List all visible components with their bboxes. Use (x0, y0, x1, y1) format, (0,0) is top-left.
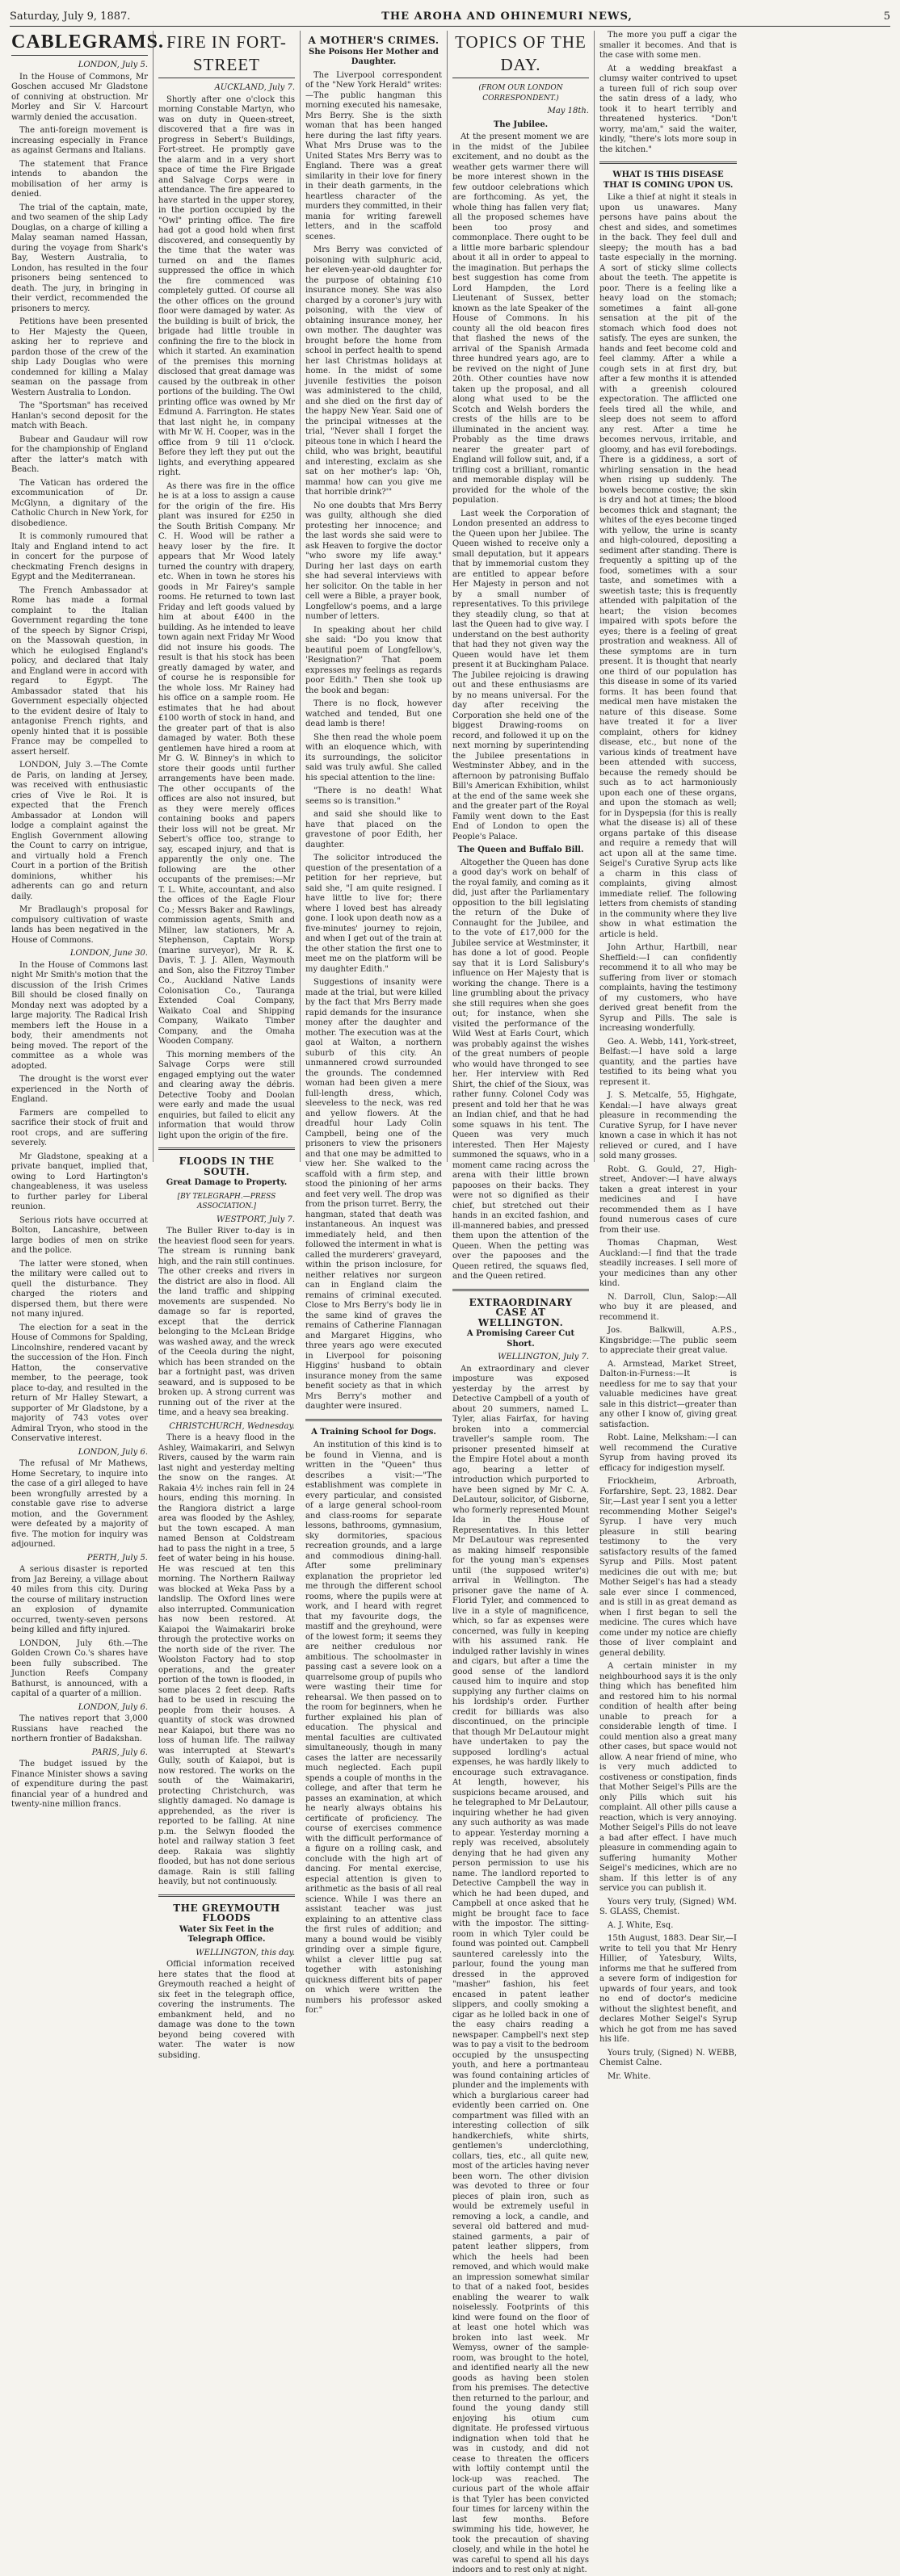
disease-paragraph: A. Armstead, Market Street, Dalton-in-Furness:—It is needless for me to say that your valuable medicines have great sale in this district—greater than any other I know of, giving great satisfaction. (599, 1359, 737, 1429)
mothers-crimes-paragraph: and said she should like to have that placed on the gravestone of poor Edith, her daughter. (305, 810, 442, 850)
cablegram-item: The natives report that 3,000 Russians have reached the northern frontier of Badakshan. (11, 1714, 148, 1743)
wellington-dateline: WELLINGTON, July 7. (498, 1353, 589, 1361)
disease-paragraph: A. J. White, Esq. (608, 1920, 674, 1930)
floods-source: [BY TELEGRAPH.—PRESS ASSOCIATION.] (177, 1192, 276, 1210)
disease-paragraph: Yours truly, (Signed) N. WEBB, Chemist Calne. (599, 2048, 737, 2067)
column-4 (448, 31, 595, 2574)
buffalo-heading: The Queen and Buffalo Bill. (457, 845, 584, 854)
cablegram-item: The latter were stoned, when the military were called out to quell the disturbance. They charged the rioters and dispersed them, but there were not many injured. (11, 1259, 148, 1319)
cablegram-dateline: PARIS, July 6. (91, 1747, 148, 1757)
chch-article (158, 1433, 295, 1888)
wellington-heading: EXTRAORDINARY CASE AT WELLINGTON. (469, 1296, 573, 1328)
mothers-crimes-heading: A MOTHER'S CRIMES. (308, 35, 439, 46)
wellington-paragraph: An extraordinary and clever imposture was exposed yesterday by the arrest by Detective Campbell of a youth of about 20 summers, named L. Tyler, alias Fairfax, for having broken into a commercial traveller's sample room. The prisoner presented himself at the Empire Hotel about a month ago, bearing a letter of introduction which purported to have been signed by Mr C. A. DeLautour, solicitor, of Gisborne, who formerly represented Mount Ida in the House of Representatives. In this letter Mr DeLautour was represented as making himself responsible for the young man's expenses until (the supposed writer's) arrival in Wellington. The prisoner gave the name of A. Florid Tyler, and commenced to live in a style of magnificence, which, so far as expenses were concerned, was fully in keeping with his assumed rank. He indulged rather lavishly in wines and cigars, but after a time the good sense of the landlord caused him to inquire and stop supplying any further claims on his lordship's order. Further credit for billiards was also discontinued, on the principle that though Mr DeLautour might have undertaken to pay the supposed lordling's actual expenses, he was hardly likely to encourage such extravagance. At length, however, his suspicions became aroused, and he telegraphed to Mr DeLautour, inquiring whether he had given any such authority as was made to appear. Yesterday morning a reply was received, absolutely denying that he had given any person permission to use his name. The landlord reported to Detective Campbell the way in which he had been duped, and Campbell at once asked that he might be brought face to face with the impostor. The sitting-room in which Tyler could be found was pointed out. Campbell sauntered carelessly into the parlour, found the young man dressed in the approved "masher" fashion, his feet encased in patent leather slippers, and coolly smoking a cigar as he lolled back in one of the easy chairs reading a newspaper. Campbell's next step was to pay a visit to the bedroom occupied by the unsuspecting youth, and here a portmanteau was found containing articles of plunder and the implements with which a burglarious career had evidently been carried on. One compartment was filled with an interesting collection of silk handkerchiefs, white shirts, gentlemen's underclothing, collars, ties, etc., all quite new, most of the articles having never been worn. The other division was devoted to three or four pieces of plain iron, such as would be extremely useful in removing a lock, a candle, and several old battered and mud-stained garments, a pair of patent leather slippers, from which the heels had been removed, and which would make an impression somewhat similar to that of a naked foot, besides enabling the wearer to walk noiselessly. Footprints of this kind were found on the floor of at least one hotel which was broken into last week. Mr Wemyss, owner of the sample-room, was brought to the hotel, and identified nearly all the new goods as having been stolen from his premises. The detective then returned to the parlour, and found the young dandy still enjoying his otium cum dignitate. He professed virtuous indignation when told that he was in custody, and did not cease to threaten the officers with loftily contempt until the lock-up was reached. The curious part of the whole affair is that Tyler has been convicted four times for larceny within the last few months. Before swimming his tide, however, he took the precaution of shaving closely, and while in the hotel he was careful to spend all his days indoors and to rest only at night. (452, 1364, 589, 2574)
disease-paragraph: N. Darroll, Clun, Salop:—All who buy it are pleased, and recommend it. (599, 1292, 737, 1322)
cablegram-item: The French Ambassador at Rome has made a formal complaint to the Italian Government regarding the tone of the speech by Signor Crispi, on the Massowah question, in which he eulogised England's policy, and declared that Italy and England were in accord with regard to Egypt. The Ambassador stated that his Government especially objected to the evident desire of Italy to antagonise French rights, and openly hinted that it is possible France may be compelled to assert herself. (11, 585, 148, 757)
filler-paragraph: At a wedding breakfast a clumsy waiter contrived to upset a tureen full of rich soup over the satin dress of a lady, who took it to heart terribly and threatened hysterics. "Don't worry, ma'am," said the waiter, kindly, "there's lots more soup in the kitchen." (599, 64, 737, 154)
mothers-crimes-paragraph: Mrs Berry was convicted of poisoning with sulphuric acid, her eleven-year-old daughter for the purpose of obtaining £10 insurance money. She was also charged by a coroner's jury with poisoning, with the view of obtaining insurance money, her own mother. The daughter was brought before the home from school in perfect health to spend her last Christmas holidays at home. In the midst of some juvenile festivities the poison was administered to the child, and she died on the first day of the happy New Year. Said one of the principal witnesses at the trial, "Never shall I forget the piteous tone in which I heard the child, who was bright, beautiful and interesting, exclaim as she sat on her mother's lap: 'Oh, mamma! how can you give me that horrible drink?'" (305, 245, 442, 497)
greymouth-dateline: WELLINGTON, this day. (196, 1948, 295, 1957)
disease-paragraph: Friockheim, Arbroath, Forfarshire, Sept. 23, 1882. Dear Sir,—Last year I sent you a letter recommending Mother Seigel's Syrup. I have very much pleasure in still bearing testimony to the very satisfactory results of the famed Syrup and Pills. Most patent medicines die out with me; but Mother Seigel's has had a steady sale ever since I commenced, and is still in as great demand as when I first began to sell the medicine. The cures which have come under my notice are chiefly those of liver complaint and general debility. (599, 1477, 737, 1658)
floods-paragraph: The Buller River to-day is in the heaviest flood seen for years. The stream is running bank high, and the rain still continues. The other creeks and rivers in the district are also in flood. All the land traffic and shipping movements are suspended. No damage so far is reported, except that the derrick belonging to the McLean Bridge was washed away, and the wreck of the Ceeola during the night, which has been stranded on the bar a fortnight past, was driven seaward, and is supposed to be broken up. A strong current was running out of the river at the time, and a heavy sea breaking. (158, 1227, 295, 1417)
mothers-crimes-paragraph: No one doubts that Mrs Berry was guilty, although she died protesting her innocence; and the last words she said were to ask Heaven to forgive the doctor "who swore my life away." During her last days on earth she had several interviews with her solicitor. On the table in her cell were a Bible, a prayer book, Longfellow's poems, and a large number of letters. (305, 501, 442, 621)
cablegram-item: The "Sportsman" has received Hanlan's second deposit for the match with Beach. (11, 401, 148, 430)
mothers-crimes-subheading: She Poisons Her Mother and Daughter. (309, 47, 439, 66)
jubilee-paragraph: Last week the Corporation of London presented an address to the Queen upon her Jubilee. The Queen wished to receive only a small deputation, but it appears that by immemorial custom they are entitled to appear before Her Majesty in person and not by a small number of representatives. To this privilege they steadily clung, so that at last the Queen had to give way. I understand on the best authority that had they not given way the Queen would have let them present it at Buckingham Palace. The Jubilee rejoicing is drawing out and these enthusiasms are by no means universal. For the day after receiving the Corporation she held one of the biggest Drawing-rooms on record, and followed it up on the next morning by superintending the Jubilee presentations in Westminster Abbey, and in the afternoon by patronising Buffalo Bill's American Exhibition, whilst at the end of the same week she and the greater part of the Royal Family went down to the East End of London to open the People's Palace. (452, 509, 589, 841)
mothers-crimes-paragraph: The Liverpool correspondent of the "New York Herald" writes:—The public hangman this morning executed his namesake, Mrs Berry. She is the sixth woman that has been hanged here during the last fifty years. What Mrs Druse was to the United States Mrs Berry was to England. There was a great similarity in their love for finery in their death garments, in the heartless character of the murders they committed, in their mania for writing farewell letters, and in the scaffold scenes. (305, 70, 442, 241)
topics-heading: TOPICS OF THE DAY. (452, 31, 589, 78)
fire-heading: FIRE IN FORT-STREET (158, 31, 295, 78)
disease-paragraph: Mr. White. (608, 2071, 651, 2081)
disease-paragraph: Like a thief at night it steals in upon us unawares. Many persons have pains about the chest and sides, and sometimes in the back. They feel dull and sleepy; the mouth has a bad taste especially in the morning. A sort of sticky slime collects about the teeth. The appetite is poor. There is a feeling like a heavy load on the stomach; sometimes a faint all-gone sensation at the pit of the stomach which food does not satisfy. The eyes are sunken, the hands and feet become cold and feel clammy. After a while a cough sets in at first dry, but after a few months it is attended with a greenish coloured expectoration. The afflicted one feels tired all the while, and sleep does not seem to afford any rest. After a time he becomes nervous, irritable, and gloomy, and has evil forebodings. There is a giddiness, a sort of whirling sensation in the head when rising up suddenly. The bowels become costive; the skin is dry and hot at times; the blood becomes thick and stagnant; the whites of the eyes become tinged with yellow, the urine is scanty and high-coloured, depositing a sediment after standing. There is frequently a spitting up of the food, sometimes with a sour taste, and sometimes with a sweetish taste; this is frequently attended with palpitation of the heart; the vision becomes impaired with spots before the eyes; there is a feeling of great prostration and weakness. All of these symptoms are in turn present. It is thought that nearly one third of our population has this disease in some of its varied forms. It has been found that medical men have mistaken the nature of this disease. Some have treated it for a liver complaint, others for kidney disease, etc., but none of the various kinds of treatment have been attended with success, because the remedy should be such as to act harmoniously upon each one of these organs, and upon the stomach as well; for in Dyspepsia (for this is really what the disease is) all of these organs partake of this disease and require a remedy that will act upon all at the same time. Seigel's Curative Syrup acts like a charm in this class of complaints, giving almost immediate relief. The following letters from chemists of standing in the community where they live show in what estimation the article is held. (599, 193, 737, 939)
cablegram-item: Mr Bradlaugh's proposal for compulsory cultivation of waste lands has been negatived in the House of Commons. (11, 905, 148, 945)
greymouth-paragraph: Official information received here states that the flood at Greymouth reached a height of six feet in the telegraph office, covering the instruments. The embankment held, and no damage was done to the town beyond being covered with water. The water is now subsiding. (158, 1960, 295, 2060)
jubilee-heading: The Jubilee. (493, 120, 549, 129)
cablegram-item: A serious disaster is reported from Jaz Bereiny, a village about 40 miles from this city. During the course of military instruction an explosion of dynamite occurred, twenty-seven persons being killed and fifty injured. (11, 1565, 148, 1634)
disease-paragraph: A certain minister in my neighbourhood says it is the only thing which has benefited him and restored him to his normal condition of health after being unable to preach for a considerable length of time. I could mention also a great many other cases, but space would not allow. A near friend of mine, who is very much addicted to costiveness or constipation, finds that Mother Seigel's Pills are the only Pills which suit his complaint. All other pills cause a reaction, which is very annoying. Mother Seigel's Pills do not leave a bad after effect. I have much pleasure in commending again to suffering humanity Mother Seigel's medicines, which are no sham. If this letter is of any service you can publish it. (599, 1662, 737, 1893)
floods-dateline: WESTPORT, July 7. (217, 1215, 295, 1224)
column-3 (301, 31, 448, 2015)
cablegrams-heading: CABLEGRAMS. (11, 31, 148, 56)
cablegram-item: LONDON, July 3.—The Comte de Paris, on landing at Jersey, was received with enthusiastic cries of Vive le Roi. It is expected that the French Ambassador at London will lodge a complaint against the English Government allowing the Count to carry on intrigue, and virtually hold a French Court in a portion of the British dominions, whither his adherents can go and return daily. (11, 761, 148, 901)
disease-paragraph: Thomas Chapman, West Auckland:—I find that the trade steadily increases. I sell more of your medicines than any other kind. (599, 1239, 737, 1288)
buffalo-paragraph: Altogether the Queen has done a good day's work on behalf of the royal family, and coming as it did, just after the Parliamentary opposition to the bill legislating the return of the Duke of Connaught for the Jubilee, and to the vote of £17,000 for the Jubilee service at Westminster, it has done a lot of good. People say that it is Lord Salisbury's influence on Her Majesty that is working the change. There is a line grumbling about the privacy she still requires when she goes out; for instance, when she visited the performance of the Wild West at Earls Court, which was probably against the wishes of the great numbers of people who would have thronged to see her. Her interview with Red Shirt, the chief of the Sioux, was rather funny. Colonel Cody was present and told her that he was an Indian chief, and that he had some squaws in his tent. The Queen was very much interested. Then Her Majesty summoned the squaws, who in a moment came racing across the arena with their little brown papooses on their backs. They were not so dignified as their chief, but stretched out their hands in an excited fashion, and ill-mannered babies, and pressed them upon the attention of the Queen. When the petting was over the papooses and the Queen retired, the squaws fled, and the Queen retired. (452, 858, 589, 1281)
fillers (599, 31, 737, 155)
divider (305, 1419, 442, 1421)
cablegram-item: The budget issued by the Finance Minister shows a saving of expenditure during the past financial year of a hundred and twenty-nine million francs. (11, 1760, 148, 1809)
cablegram-item: The election for a seat in the House of Commons for Spalding, Lincolnshire, rendered vacant by the succession of the Hon. Finch Hatton, the conservative member, to the peerage, took place to-day, and resulted in the return of Mr Halley Stewart, a supporter of Mr Gladstone, by a majority of 743 votes over Admiral Tryon, who stood in the Conservative interest. (11, 1323, 148, 1443)
disease-paragraph: John Arthur, Hartbill, near Sheffield:—I can confidently recommend it to all who may be suffering from liver or stomach complaints, having the testimony of my customers, who have derived great benefit from the Syrup and Pills. The sale is increasing wonderfully. (599, 943, 737, 1033)
mothers-crimes-paragraph: There is no flock, however watched and tended, But one dead lamb is there! (305, 699, 442, 728)
mothers-crimes-article (305, 71, 442, 1412)
buffalo-article (452, 858, 589, 1282)
cablegram-item: Mr Gladstone, speaking at a private banquet, implied that, owing to Lord Hartington's changeableness, it was useless to further parley for Liberal reunion. (11, 1152, 148, 1211)
cablegram-item: In the House of Commons last night Mr Smith's motion that the discussion of the Irish Crimes Bill should be closed finally on Monday next was adopted by a large majority. The Radical Irish members left the House in a body, their amendments not being moved. The report of the committee as a whole was adopted. (11, 960, 148, 1071)
jubilee-article (452, 132, 589, 842)
mothers-crimes-paragraph: In speaking about her child she said: "Do you know that beautiful poem of Longfellow's, 'Resignation?' That poem expresses my feelings as regards poor Edith." Then she took up the book and began: (305, 625, 442, 695)
columns (6, 31, 894, 2574)
cablegram-dateline: LONDON, July 6. (78, 1447, 148, 1457)
mothers-crimes-paragraph: "There is no death! What seems so is transition." (305, 787, 442, 806)
cablegram-dateline: LONDON, June 30. (69, 949, 148, 958)
filler-paragraph: The more you puff a cigar the smaller it becomes. And that is the case with some men. (599, 31, 737, 60)
cablegram-item: The anti-foreign movement is increasing especially in France as against Germans and Italians. (11, 126, 148, 155)
fire-dateline: AUCKLAND, July 7. (214, 83, 295, 92)
mothers-crimes-paragraph: Suggestions of insanity were made at the trial, but were killed by the fact that Mrs Berry made rapid demands for the insurance money after the daughter and mother. The execution was at the gaol at Walton, a northern suburb of this city. An unmannered crowd surrounded the grounds. The condemned woman had been given a mere full-length dress, which, sleeveless to the neck, was red and yellow flowers. At the dreadful hour Lady Colin Campbell, being one of the prisoners to view the prisoners and that one may be admitted to view her. She walked to the scaffold with a firm step, and stood the pinioning of her arms and feet very well. The drop was from the prison turret. Berry, the hangman, stated that death was instantaneous. An inquest was immediately held, and then followed the interment in what is called the murderers' graveyard, within the prison inclosure, for neither relatives nor surgeon can in England claim the remains of criminal executed. Close to Mrs Berry's body lie in the same kind of graves the remains of Catherine Flannagan and Margaret Higgins, who three years ago were executed in Liverpool for poisoning Higgins' husband to obtain insurance money from the same benefit society as that in which Mrs Berry's mother and daughter were insured. (305, 978, 442, 1411)
disease-paragraph: Jos. Balkwill, A.P.S., Kingsbridge:—The public seem to appreciate their great value. (599, 1326, 737, 1355)
greymouth-heading: THE GREYMOUTH FLOODS (173, 1902, 280, 1924)
cablegram-dateline: LONDON, July 6. (78, 1702, 148, 1712)
disease-paragraph: Geo. A. Webb, 141, York-street, Belfast:—I have sold a large quantity, and the parties have testified to its being what you represent it. (599, 1037, 737, 1087)
divider (452, 1289, 589, 1291)
cablegram-item: Petitions have been presented to Her Majesty the Queen, asking her to reprieve and pardon those of the crew of the ship Lady Douglas who were condemned for killing a Malay seaman on the passage from Western Australia to London. (11, 317, 148, 397)
column-5 (595, 31, 742, 2081)
column-2 (154, 31, 301, 2060)
divider (599, 162, 737, 164)
newspaper-title: THE AROHA AND OHINEMURI NEWS, (381, 10, 633, 23)
training-school-paragraph: An institution of this kind is to be found in Vienna, and is written in the "Queen" thus describes a visit:—"The establishment was complete in every particular, and consisted of a large general school-room and class-rooms for separate lessons, bathrooms, gymnasium, sky dormitories, spacious recreation grounds, and a large and commodious dining-hall. After some preliminary explanation the proprietor led me through the different school rooms, where the pupils were at work, and I heard with regret that my favourite dogs, the mastiff and the greyhound, were of the lowest form; it seems they are neither credulous nor ambitious. The schoolmaster in passing cast a severe look on a quarrelsome group of pupils who were wasting their time for rehearsal. We then passed on to the room for beginners, when he further explained his plan of education. The physical and mental faculties are cultivated simultaneously, though in many cases the latter are necessarily much neglected. Each pupil spends a couple of months in the college, and after that term he passes an examination, at which he nearly always obtains his certificate of proficiency. The course of exercises commence with the difficult performance of a figure on a rolling cask, and conclude with the high art of dancing. For mental exercise, especial attention is given to arithmetic as the basis of all real science. While I was there an assistant teacher was just explaining to an attentive class the first rules of addition; and many a bound would be visibly grinding over a simple figure, whilst a clever little pug sat together with astonishing quickness different bits of paper on which were written the numbers his professor asked for." (305, 1441, 442, 2015)
disease-paragraph: 15th August, 1883. Dear Sir,—I write to tell you that Mr Henry Hillier, of Yatesbury, Wilts, informs me that he suffered from a severe form of indigestion for upwards of four years, and took no end of doctor's medicine without the slightest benefit, and declares Mother Seigel's Syrup which he got from me has saved his life. (599, 1934, 737, 2044)
fire-paragraph: Shortly after one o'clock this morning Constable Martyn, who was on duty in Queen-street, discovered that a fire was in progress in Sebert's Buildings, Fort-street. He promptly gave the alarm and in a very short space of time the Fire Brigade and Salvage Corps were in attendance. The fire appeared to have started in the upper storey, in the portion occupied by the "Owl" printing office. The fire had got a good hold when first discovered, and consequently by the time that the water was turned on and the flames suppressed the office in which the fire commenced was completely gutted. Of course all the other offices on the ground floor were damaged by water. As the building is built of brick, the brigade had little trouble in confining the fire to the block in which it started. An examination of the premises this morning disclosed that great damage was caused by the outbreak in other portions of the building. The Owl printing office was owned by Mr Edmund A. Farrington. He states that last night he, in company with Mr W. H. Cooper, was in the office from 9 till 11 o'clock. Before they left they put out the lights, and everything appeared right. (158, 94, 295, 477)
fire-paragraph: This morning members of the Salvage Corps were still engaged emptying out the water and clearing away the débris. Detective Tooby and Doolan were early and made the usual enquiries, but failed to elicit any information that would throw light upon the origin of the fire. (158, 1050, 295, 1140)
floods-heading: FLOODS IN THE SOUTH. (179, 1156, 275, 1177)
mothers-crimes-paragraph: The solicitor introduced the question of the presentation of a petition for her reprieve, but said she, "I am quite resigned. I have little to live for; there where I loved best has already gone. I look upon death now as a five-minutes' journey to rejoin, and when I get out of the train at the other station the first one to meet me on the platform will be my daughter Edith." (305, 854, 442, 974)
chch-dateline: CHRISTCHURCH, Wednesday. (169, 1421, 295, 1431)
disease-paragraph: Robt. Laine, Melksham:—I can well recommend the Curative Syrup from having proved its efficacy for indigestion myself. (599, 1433, 737, 1473)
floods-subheading: Great Damage to Property. (166, 1178, 288, 1187)
training-school-heading: A Training School for Dogs. (311, 1427, 436, 1437)
topics-dateline: May 18th. (547, 107, 589, 115)
disease-article (599, 193, 737, 2082)
divider (158, 1894, 295, 1897)
cablegram-item: The trial of the captain, mate, and two seamen of the ship Lady Douglas, on a charge of killing a Malay seaman named Hassan, during the voyage from Shark's Bay, Western Australia, to London, has resulted in the four prisoners being sentenced to death. The jury, in bringing in their verdict, recommended the prisoners to mercy. (11, 203, 148, 313)
divider (158, 1147, 295, 1150)
cablegram-item: The Vatican has ordered the excommunication of Dr. McGlynn, a dignitary of the Catholic Church in New York, for disobedience. (11, 478, 148, 528)
cablegram-dateline: PERTH, July 5. (86, 1553, 148, 1563)
page-number: 5 (883, 10, 890, 23)
cablegram-item: LONDON, July 6th.—The Golden Crown Co.'s shares have been fully subscribed. The Junction Reefs Company Bathurst, is announced, with a capital of a quarter of a million. (11, 1638, 148, 1698)
disease-paragraph: Robt. G. Gould, 27, High-street, Andover:—I have always taken a great interest in your medicines and I have recommended them as I have found numerous cases of cure from their use. (599, 1164, 737, 1235)
column-1 (6, 31, 165, 1809)
issue-date: Saturday, July 9, 1887. (10, 10, 131, 23)
cablegram-item: In the House of Commons, Mr Goschen accused Mr Gladstone of conniving at obstruction. Mr Morley and Sir V. Harcourt warmly denied the accusation. (11, 72, 148, 122)
mothers-crimes-paragraph: She then read the whole poem with an eloquence which, with its surroundings, the solicitor said was truly awful. She called his special attention to the line: (305, 732, 442, 782)
cablegram-item: The statement that France intends to abandon the mobilisation of her army is denied. (11, 159, 148, 199)
cablegram-item: Farmers are compelled to sacrifice their stock of fruit and root crops, and are suffering severely. (11, 1108, 148, 1147)
cablegram-item: It is commonly rumoured that Italy and England intend to act in concert for the purpose of checkmating French designs in Egypt and the Mediterranean. (11, 532, 148, 581)
cablegram-dateline: LONDON, July 5. (78, 61, 148, 69)
cablegrams-list (11, 61, 148, 1810)
jubilee-paragraph: At the present moment we are in the midst of the Jubilee excitement, and no doubt as the weather gets warmer there will be more interest shown in the few outdoor celebrations which are forthcoming. As yet, the whole thing has fallen very flat; all the proposed schemes have been too prosy and commonplace. There ought to be a little more barbaric splendour about it all in order to appeal to the imagination. But perhaps the best suggestion has come from Lord Hampden, the Lord Lieutenant of Sussex, better known as the late Speaker of the House of Commons. In his county all the old beacon fires that flashed the news of the arrival of the Spanish Armada three hundred years ago, are to be revived on the night of June 20th. Other counties have now taken up the proposal, and all along what used to be the Scotch and Welsh borders the crests of the hills are to be illuminated in the ancient way. Probably as the time draws nearer the greater part of England will follow suit, and, if a trifling cost a brilliant, romantic and memorable display will be provided for the whole of the population. (452, 132, 589, 505)
cablegram-item: The drought is the worst ever experienced in the North of England. (11, 1075, 148, 1104)
disease-heading: WHAT IS THIS DISEASE THAT IS COMING UPON US. (603, 170, 734, 190)
greymouth-subheading: Water Six Feet in the Telegraph Office. (179, 1924, 275, 1944)
masthead (10, 6, 890, 27)
disease-paragraph: J. S. Metcalfe, 55, Highgate, Kendal:—I have always great pleasure in recommending the Curative Syrup, for I have never known a case in which it has not relieved or cured, and I have sold many grosses. (599, 1091, 737, 1160)
cablegram-item: Serious riots have occurred at Bolton, Lancashire, between large bodies of men on strike and the police. (11, 1215, 148, 1255)
fire-article (158, 95, 295, 1142)
floods-article (158, 1227, 295, 1419)
disease-paragraph: Yours very truly, (Signed) WM. S. GLASS, Chemist. (599, 1897, 737, 1916)
cablegram-item: Bubear and Gaudaur will row for the championship of England after the latter's match with Beach. (11, 434, 148, 474)
fire-paragraph: As there was fire in the office he is at a loss to assign a cause for the origin of the fire. His plant was insured for £250 in the South British Company. Mr C. H. Wood will be rather a heavy loser by the fire. It appears that Mr Wood lately turned the country with drapery, etc. When in town he stores his goods in Mr Fairey's sample rooms. He returned to town last Friday and left goods valued by him at about £400 in the building. As he intended to leave town again next Friday Mr Wood did not insure his goods. The result is that his stock has been greatly damaged by water, and of course he is responsible for the whole loss. Mr Rainey had his office on a sample room. He estimates that he had about £100 worth of stock in hand, and the greater part of that is also damaged by water. Both these gentlemen have hired a room at Mr G. W. Binney's in which to store their goods until further arrangements have been made. The other occupants of the offices are also not insured, but as they were merely offices containing books and papers their loss will not be great. Mr Sebert's office too, strange to say, escaped injury, and that is apparently the only one. The following are the other occupants of the premises:—Mr T. L. White, accountant, and also the offices of the Eagle Flour Co.; Messrs Baker and Rawlings, commission agents, Smith and Milner, law stationers, Mr A. Stephenson, Captain Worsp (marine surveyor), Mr R. K. Davis, T. J. J. Allen, Waymouth and Son, also the Fitzroy Timber Co., Auckland Native Lands Colonisation Co., Tauranga Extended Coal Company, Waikato Coal and Shipping Company, Waikato Timber Company, and the Omaha Wooden Company. (158, 481, 295, 1046)
chch-paragraph: There is a heavy flood in the Ashley, Waimakariri, and Selwyn Rivers, caused by the warm rain last night and yesterday melting the snow on the ranges. At Rakaia 4½ inches rain fell in 24 hours, ending this morning. In the Rangiora district a large area was flooded by the Ashley, but the town escaped. A man named Benson at Coldstream had to pass the night in a tree, 5 feet of water being in his house. He was rescued at ten this morning. The Northern Railway was blocked at Weka Pass by a landslip. The Oxford lines were also interrupted. Communication has now been restored. At Kaiapoi the Waimakariri broke through the protective works on the north side of the river. The Woolston Factory had to stop operations, and the greater portion of the town is flooded, in some places 2 feet deep. Rafts had to be used in rescuing the people from their houses. A quantity of stock was drowned near Kaiapoi, but there was no loss of human life. The railway was interrupted at Stewart's Gully, south of Kaiapoi, but is now restored. The works on the south of the Waimakariri, protecting Christchurch, was slightly damaged. No damage is apprehended, as the river is reported to be falling. At nine p.m. the Selwyn flooded the hotel and railway station 3 feet deep. Rakaia was slightly flooded, but has not done serious damage. Rain is still falling heavily, but not continuously. (158, 1433, 295, 1886)
wellington-subheading: A Promising Career Cut Short. (466, 1329, 575, 1349)
cablegram-item: The refusal of Mr Mathews, Home Secretary, to inquire into the case of a girl alleged to have been wrongfully arrested by a constable gave rise to adverse motion, and the Government were defeated by a majority of five. The motion for inquiry was adjourned. (11, 1459, 148, 1549)
topics-source: (FROM OUR LONDON CORRESPONDENT.) (478, 84, 563, 103)
